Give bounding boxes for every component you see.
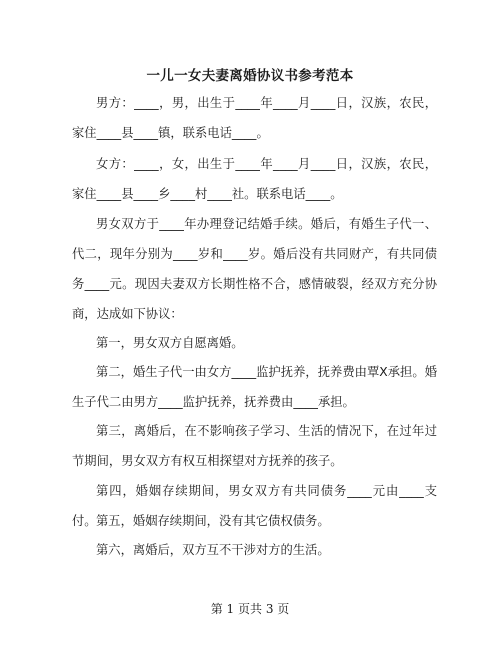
paragraph-female-party: 女方：____，女，出生于____年____月____日，汉族，农民，家住____县____乡____村____社。联系电话____。 [72,157,437,201]
document-title: 一儿一女夫妻离婚协议书参考范本 [146,68,354,84]
page-footer: 第 1 页共 3 页 [210,602,290,616]
clause-4: 第四，婚姻存续期间，男女双方有共同债务____元由____支付。 [72,484,437,528]
paragraph-male-party: 男方：____，男，出生于____年____月____日，汉族，农民，家住____县____镇，联系电话____。 [72,96,437,140]
clause-5: 第五，婚姻存续期间，没有其它债权债务。 [96,514,330,528]
clause-2: 第二，婚生子代一由女方____监护抚养，抚养费由覃X承担。婚生子代二由男方____监护抚养，抚养费由____承担。 [72,365,437,409]
clause-6: 第六，离婚后，双方互不干涉对方的生活。 [96,543,330,557]
paragraph-marriage-background: 男女双方于____年办理登记结婚手续。婚后，有婚生子代一、代二，现年分别为____岁和____岁。婚后没有共同财产，有共同债务____元。现因夫妻双方长期性格不合，感情破裂，经双方充分协商，达成如下协议： [72,217,437,321]
clause-1: 第一，男女双方自愿离婚。 [96,336,244,350]
clause-3: 第三，离婚后，在不影响孩子学习、生活的情况下，在过年过节期间，男女双方有权互相探望对方抚养的孩子。 [72,424,437,468]
